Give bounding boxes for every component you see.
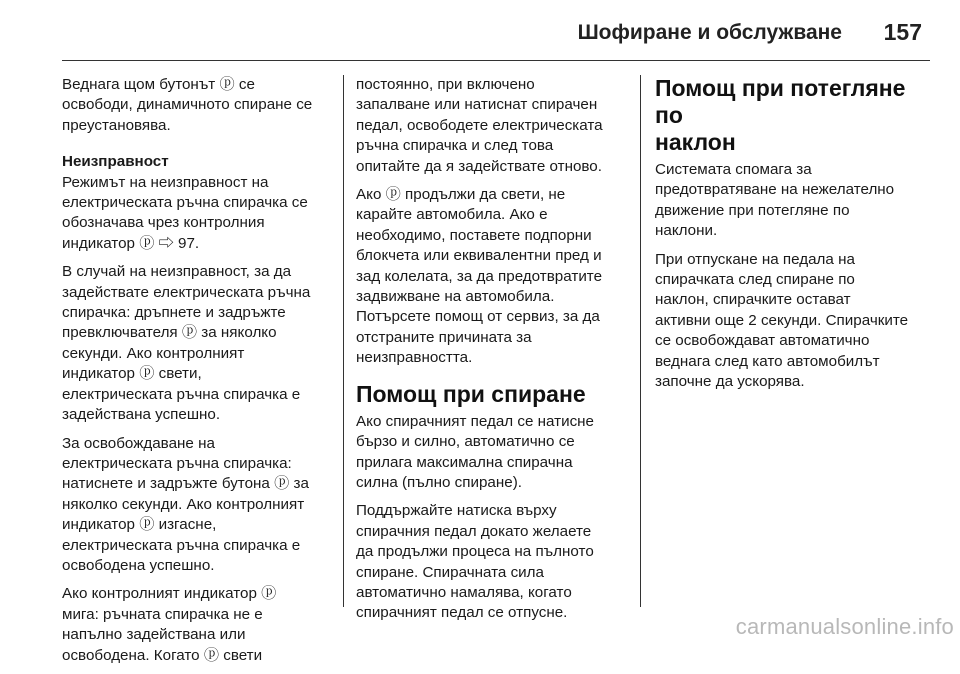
paragraph-do-not-drive: Ако ⓟ продължи да свети, не карайте автомобила. Ако е необходимо, поставете подпорни блокчета или еквивалентни пред и зад колелата, за да предотвратите задвижване на автомобила. Потърсете помощ от сервиз, за да отстраните причината за неизправността. <box>356 186 603 367</box>
heading-brake-assist: Помощ при спиране <box>356 380 586 407</box>
text-column-3 <box>655 75 927 400</box>
section-title: Шофиране и обслужване <box>577 21 842 44</box>
paragraph-malfunction-mode: Режимът на неизправност на електрическата ръчна спирачка се обозначава чрез контролния индикатор ⓟ ⇨ 97. <box>62 173 308 252</box>
paragraph-hill-start-purpose: Системата спомага за предотвратяване на нежелателно движение при потегляне по наклони. <box>655 161 895 240</box>
page-number: 157 <box>883 19 922 45</box>
text-column-1 <box>62 75 330 674</box>
paragraph-release-brake: За освобождаване на електрическата ръчна спирачка: натиснете и задръжте бутона ⓟ за няколко секунди. Ако контролният индикатор ⓟ изгасне, електрическата ръчна спирачка е освободена успешно. <box>62 434 309 574</box>
paragraph-continuous-light: постоянно, при включено запалване или натиснат спирачен педал, освободете електрическата ръчна спирачка и след това опитайте да я задействате отново. <box>356 76 603 175</box>
paragraph-dynamic-braking: Веднага щом бутонът ⓟ се освободи, динамичното спиране се преустановява. <box>62 76 313 134</box>
paragraph-full-braking: Ако спирачният педал се натисне бързо и силно, автоматично се прилага максимална спирачна силна (пълно спиране). <box>356 412 595 491</box>
watermark: carmanualsonline.info <box>735 614 954 639</box>
text-column-2 <box>356 75 630 632</box>
paragraph-apply-brake: В случай на неизправност, за да задействате електрическата ръчна спирачка: дръпнете и задръжте превключвателя ⓟ за няколко секунди. Ако контролният индикатор ⓟ свети, електрическата ръчна спирачка е задействана успешно. <box>62 263 311 424</box>
column-divider <box>640 75 641 607</box>
paragraph-hold-pedal: Поддържайте натиска върху спирачния педал докато желаете да продължи процеса на пълното спиране. Спирачната сила автоматично намалява, когато спирачният педал се отпусне. <box>356 502 594 622</box>
paragraph-hill-start-behaviour: При отпускане на педала на спирачката след спиране по наклон, спирачките остават активни още 2 секунди. Спирачките се освобождават автоматично веднага след като автомобилът започне да ускорява. <box>655 250 909 391</box>
header-divider <box>62 60 930 61</box>
page-header <box>0 0 960 62</box>
subheading-malfunction: Неизправност <box>62 153 169 171</box>
column-divider <box>343 75 344 607</box>
paragraph-indicator-flashing: Ако контролният индикатор ⓟ мига: ръчната спирачка не е напълно задействана или освободена. Когато ⓟ свети <box>62 585 277 664</box>
heading-hill-start-assist: Помощ при потегляне по наклон <box>655 75 906 155</box>
